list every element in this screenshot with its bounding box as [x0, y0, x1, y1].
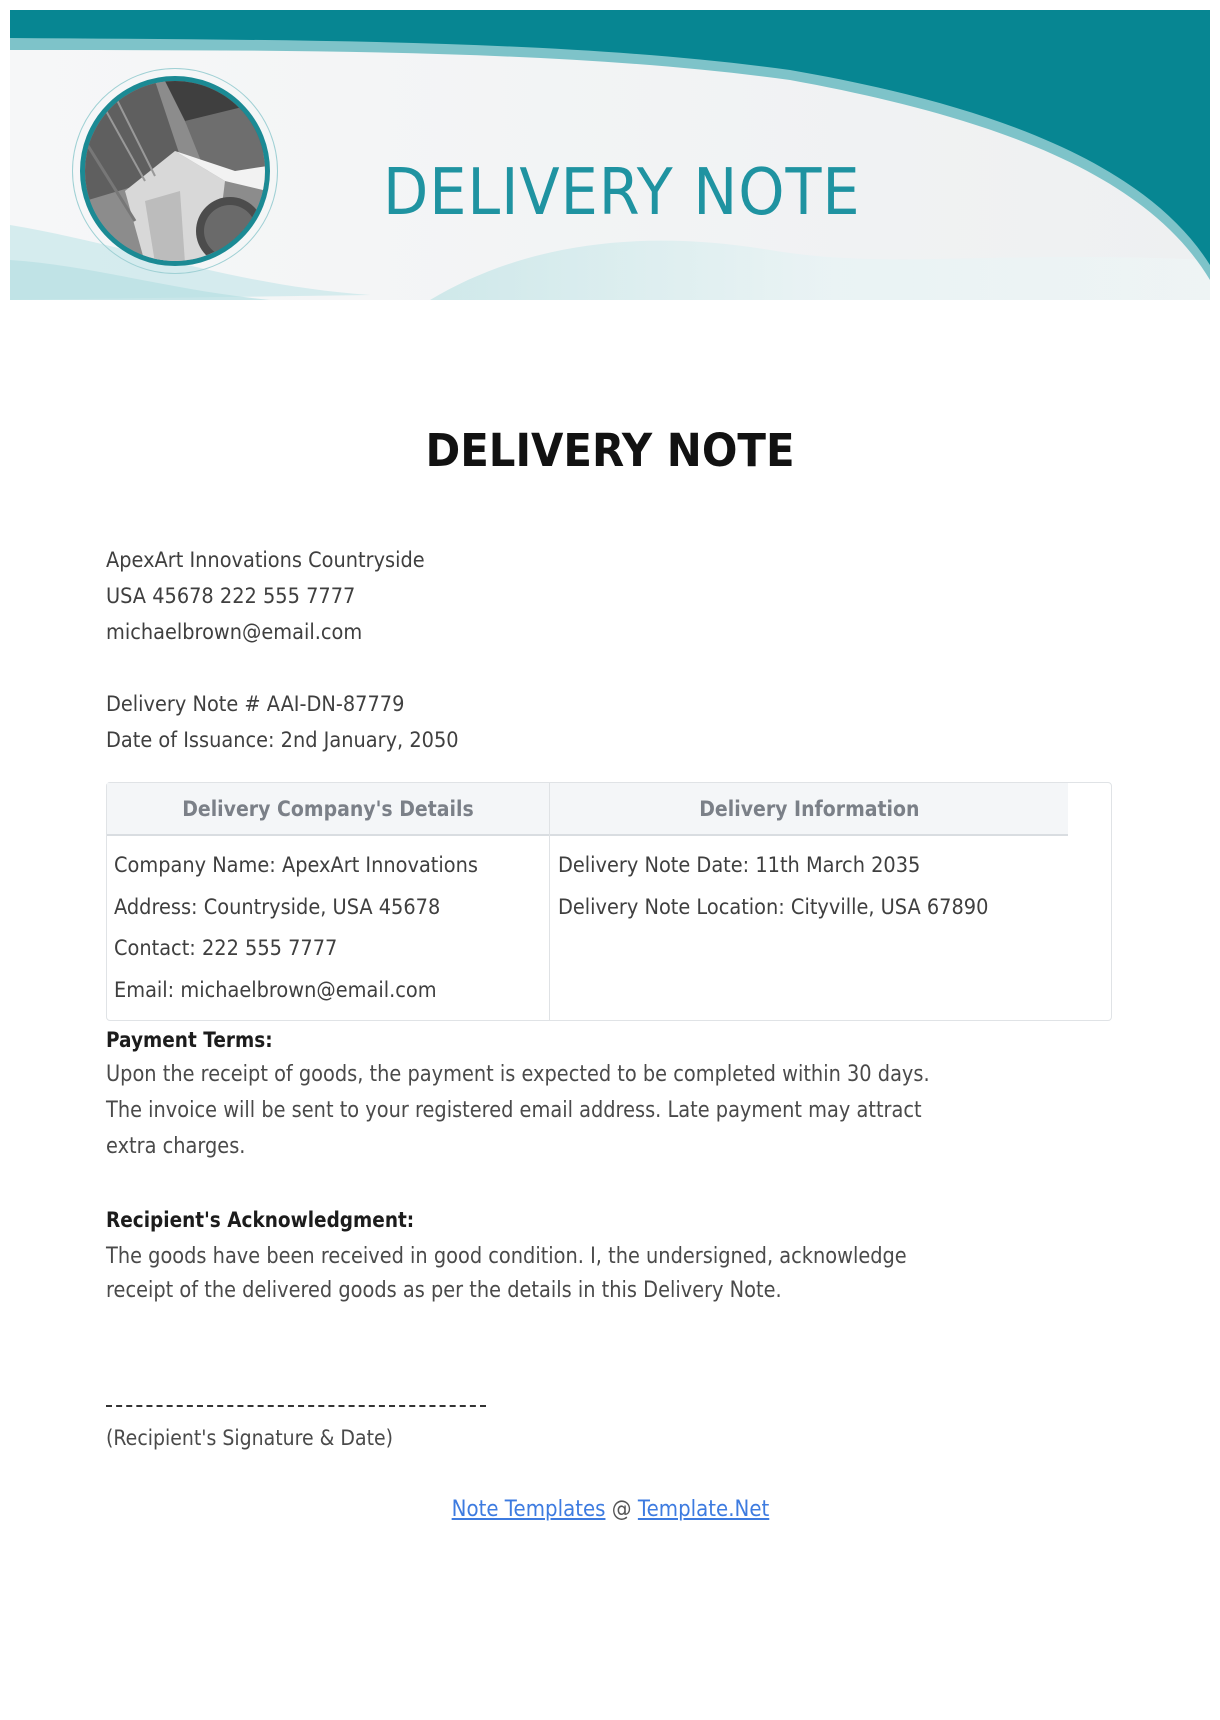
city-buildings-image	[80, 76, 270, 266]
table-header-row	[107, 783, 1068, 836]
company-name: Company Name: ApexArt Innovations	[114, 853, 478, 878]
header-banner	[10, 10, 1210, 300]
payment-terms-line-1: Upon the receipt of goods, the payment is expected to be completed within 30 days.	[106, 1062, 930, 1087]
acknowledgment-line-2: receipt of the delivered goods as per the details in this Delivery Note.	[106, 1278, 782, 1303]
acknowledgment-line-1: The goods have been received in good condition. I, the undersigned, acknowledge	[106, 1244, 907, 1269]
company-address: Address: Countryside, USA 45678	[114, 895, 441, 920]
company-contact: Contact: 222 555 7777	[114, 936, 338, 961]
sender-line-2: USA 45678 222 555 7777	[106, 584, 356, 609]
delivery-note-date: Delivery Note Date: 11th March 2035	[558, 853, 921, 878]
signature-label: (Recipient's Signature & Date)	[106, 1426, 394, 1451]
company-email: Email: michaelbrown@email.com	[114, 978, 437, 1003]
footer-separator: @	[611, 1497, 632, 1522]
skyscraper-photo-icon	[85, 81, 267, 263]
payment-terms-heading: Payment Terms:	[106, 1028, 273, 1052]
template-net-link[interactable]: Template.Net	[637, 1497, 769, 1522]
table-header-company-details: Delivery Company's Details	[182, 797, 474, 821]
sender-email: michaelbrown@email.com	[106, 620, 363, 645]
sender-line-1: ApexArt Innovations Countryside	[106, 548, 425, 573]
banner-title: DELIVERY NOTE	[383, 156, 861, 230]
banner-photo-frame	[72, 68, 278, 274]
table-column-divider	[549, 783, 550, 1020]
payment-terms-line-2: The invoice will be sent to your registered email address. Late payment may attract	[106, 1098, 922, 1123]
signature-line	[106, 1405, 486, 1407]
issuance-date: Date of Issuance: 2nd January, 2050	[106, 728, 459, 753]
document-title: DELIVERY NOTE	[425, 424, 795, 477]
payment-terms-line-3: extra charges.	[106, 1134, 246, 1159]
note-templates-link[interactable]: Note Templates	[451, 1497, 606, 1522]
footer-credit	[0, 1497, 1220, 1522]
table-header-delivery-information: Delivery Information	[698, 797, 920, 821]
delivery-note-location: Delivery Note Location: Cityville, USA 67890	[558, 895, 989, 920]
details-table	[106, 782, 1112, 1021]
acknowledgment-heading: Recipient's Acknowledgment:	[106, 1208, 415, 1232]
delivery-note-number: Delivery Note # AAI-DN-87779	[106, 692, 405, 717]
